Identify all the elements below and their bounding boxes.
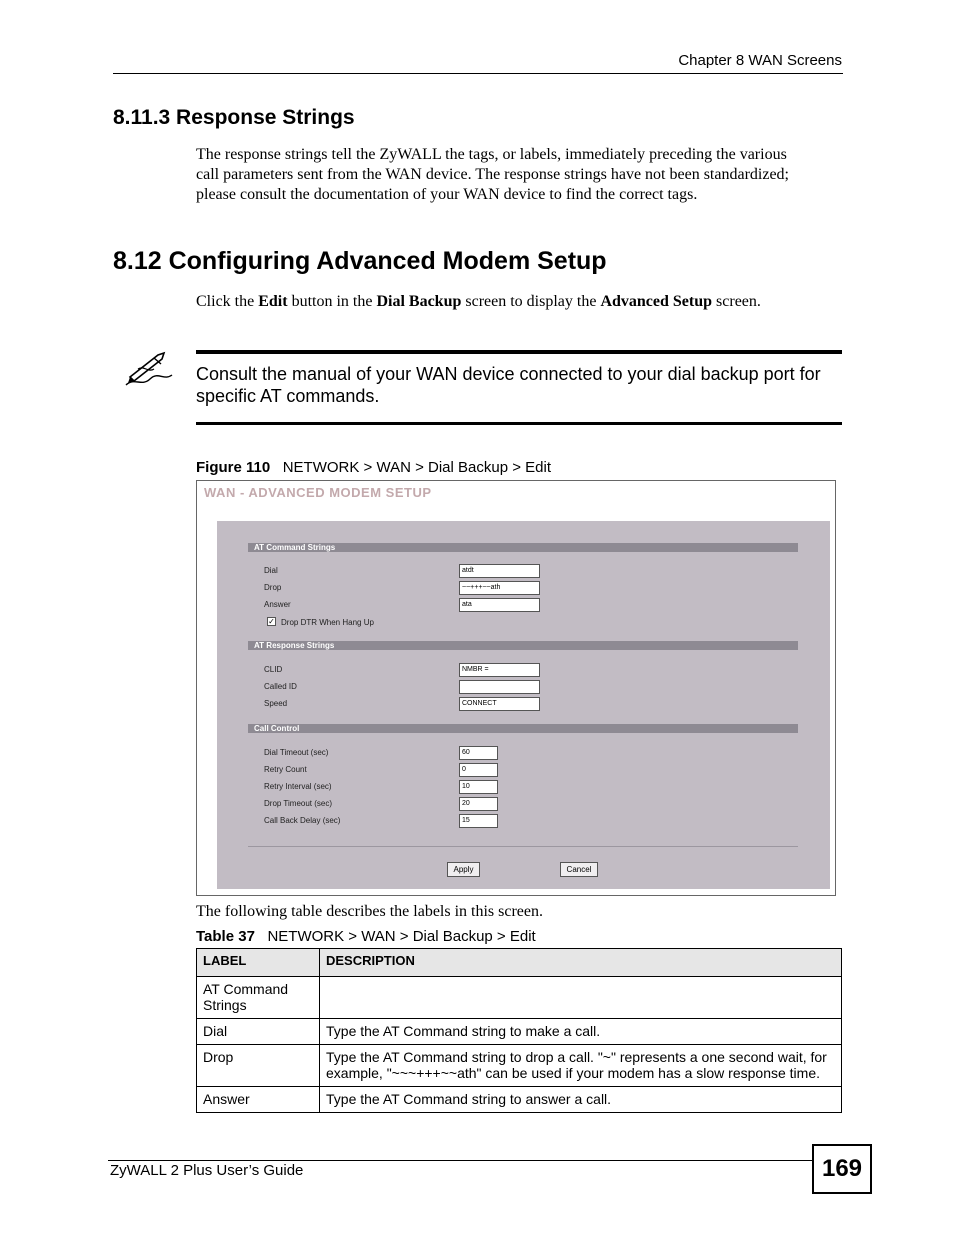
section-bar-at-response-strings: AT Response Strings [248,641,798,650]
note-line: Consult the manual of your WAN device connected to your dial backup port for [196,364,821,384]
table-label: Table 37 [196,928,255,945]
drop-label: Drop [264,583,282,592]
called-id-label: Called ID [264,682,297,691]
pencil-note-icon [124,347,176,392]
column-header-label: LABEL [197,949,320,977]
call-back-delay-input[interactable]: 15 [459,814,498,828]
section-heading-advanced-modem-setup: 8.12 Configuring Advanced Modem Setup [113,247,607,275]
intro-text: screen to display the [461,293,601,310]
paragraph-line: call parameters sent from the WAN device. The response strings have not been standardized; [196,166,789,183]
speed-label: Speed [264,699,288,708]
row-label: Dial [197,1019,320,1045]
response-strings-paragraph [196,145,846,205]
call-back-delay-label: Call Back Delay (sec) [264,816,341,825]
retry-interval-label: Retry Interval (sec) [264,782,332,791]
table-caption-text: NETWORK > WAN > Dial Backup > Edit [267,928,536,945]
drop-dtr-checkbox[interactable]: ✓ [268,617,275,626]
drop-input[interactable]: ~~+++~~ath [459,581,540,595]
table-row [197,1019,842,1045]
row-label: Answer [197,1087,320,1113]
footer-rule [108,1160,812,1161]
table-intro-text: The following table describes the labels in this screen. [196,903,544,920]
row-description: Type the AT Command string to make a call. [320,1019,842,1045]
intro-text: screen. [712,293,761,310]
table-row [197,1087,842,1113]
note-text [196,363,846,407]
column-header-description: DESCRIPTION [320,949,842,977]
drop-dtr-label: Drop DTR When Hang Up [281,618,374,627]
note-line: specific AT commands. [196,386,380,406]
guide-title: ZyWALL 2 Plus User’s Guide [110,1162,304,1179]
answer-input[interactable]: ata [459,598,540,612]
dial-timeout-label: Dial Timeout (sec) [264,748,329,757]
section-heading-response-strings: 8.11.3 Response Strings [113,106,355,129]
intro-bold-edit: Edit [258,293,288,310]
note-bottom-rule [196,422,842,425]
label-description-table [196,948,842,1113]
drop-timeout-label: Drop Timeout (sec) [264,799,333,808]
dial-input[interactable]: atdt [459,564,540,578]
row-description: Type the AT Command string to answer a call. [320,1087,842,1113]
retry-count-input[interactable]: 0 [459,763,498,777]
dial-timeout-input[interactable]: 60 [459,746,498,760]
apply-button[interactable]: Apply [447,862,480,877]
table-row [197,1045,842,1087]
figure-caption-text: NETWORK > WAN > Dial Backup > Edit [282,459,551,476]
section-bar-at-command-strings: AT Command Strings [248,543,798,552]
advanced-setup-intro [196,292,846,312]
called-id-input[interactable] [459,680,540,694]
cancel-button[interactable]: Cancel [560,862,598,877]
modem-setup-screenshot [196,480,836,896]
intro-text: button in the [287,293,377,310]
page-number: 169 [812,1144,872,1194]
row-description [320,977,842,1019]
paragraph-line: The response strings tell the ZyWALL the tags, or labels, immediately preceding the various [196,146,787,163]
paragraph-line: please consult the documentation of your WAN device to find the correct tags. [196,186,698,203]
clid-input[interactable]: NMBR = [459,663,540,677]
intro-bold-dial-backup: Dial Backup [376,293,462,310]
drop-timeout-input[interactable]: 20 [459,797,498,811]
note-top-rule [196,350,842,354]
section-bar-call-control: Call Control [248,724,798,733]
clid-label: CLID [264,665,283,674]
figure-label: Figure 110 [196,459,271,476]
retry-count-label: Retry Count [264,765,307,774]
figure-caption [196,459,551,476]
dial-label: Dial [264,566,278,575]
table-caption [196,928,536,945]
screen-title: WAN - ADVANCED MODEM SETUP [204,485,432,500]
table-header-row [197,949,842,977]
table-row [197,977,842,1019]
speed-input[interactable]: CONNECT [459,697,540,711]
intro-text: Click the [196,293,259,310]
settings-panel [217,521,830,889]
row-label: Drop [197,1045,320,1087]
row-label: AT Command Strings [197,977,320,1019]
chapter-header: Chapter 8 WAN Screens [678,52,842,69]
retry-interval-input[interactable]: 10 [459,780,498,794]
row-description: Type the AT Command string to drop a call. "~" represents a one second wait, for example, "~~~+++~~ath" can be used if your modem has a slow response time. [320,1045,842,1087]
header-rule [113,73,843,74]
intro-bold-advanced-setup: Advanced Setup [600,293,713,310]
answer-label: Answer [264,600,291,609]
panel-separator [248,846,798,847]
